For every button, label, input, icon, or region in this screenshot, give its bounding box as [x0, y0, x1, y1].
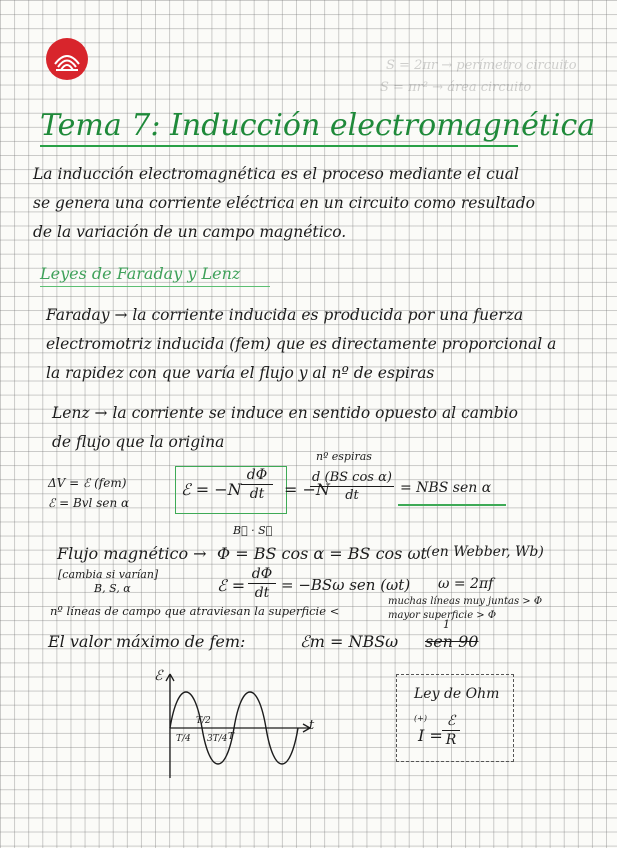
graph-t-label: t [309, 718, 315, 733]
intro-line: se genera una corriente eléctrica en un circuito como resultado [33, 194, 536, 212]
max-fem-label: El valor máximo de fem: [48, 632, 246, 651]
flux-note-option: mayor superficie > Φ [388, 610, 497, 621]
numerator: dΦ [246, 467, 268, 483]
graph-tick: 3T/4 [207, 734, 228, 744]
voltage-note: ΔV = ℰ (fem) [48, 476, 127, 490]
struck-replacement: 1 [443, 618, 450, 631]
emf-lhs: ℰ = −N [181, 480, 242, 499]
faraday-line: la rapidez con que varía el flujo y al nº de espiras [46, 364, 435, 382]
flux-formula: Φ = BS cos α = BS cos ωt [217, 544, 427, 563]
ohm-title: Ley de Ohm [414, 686, 500, 702]
lenz-line: de flujo que la origina [52, 433, 225, 451]
university-logo-icon [46, 38, 88, 80]
ohm-lhs: I = [418, 726, 443, 745]
numerator: ℰ [446, 713, 456, 729]
denominator: dt [249, 486, 265, 502]
denominator: dt [345, 488, 359, 503]
graph-tick: T/4 [176, 734, 191, 744]
faint-note: S = πr² → área circuito [380, 80, 532, 95]
faint-note: S = 2πr → perímetro circuito [386, 58, 577, 73]
equals-sign: = −N [284, 480, 330, 499]
denominator: dt [254, 585, 270, 601]
angular-frequency: ω = 2πf [438, 576, 494, 592]
turns-annotation: nº espiras [316, 450, 372, 463]
emf-fraction [241, 467, 273, 502]
intro-line: La inducción electromagnética es el proceso mediante el cual [33, 165, 519, 183]
numerator: d (BS cos α) [312, 470, 392, 485]
emf-lhs: ℰ = [217, 576, 246, 595]
struck-term: sen 90 [425, 632, 479, 651]
graph-tick: T [228, 732, 235, 742]
ohm-fraction [442, 713, 460, 748]
section-heading: Leyes de Faraday y Lenz [40, 264, 241, 283]
flux-note-option: muchas líneas muy juntas > Φ [388, 596, 543, 607]
motional-emf: ℰ = Bvl sen α [48, 496, 130, 510]
emf-fraction [248, 566, 276, 601]
emf-sine-graph [150, 670, 330, 782]
page-title: Tema 7: Inducción electromagnética [40, 108, 596, 143]
max-fem-formula: ℰm = NBSω [300, 632, 399, 651]
result-underline [398, 504, 506, 506]
denominator: R [445, 732, 457, 748]
ohm-marker: (+) [414, 714, 427, 723]
lenz-line: Lenz → la corriente se induce en sentido opuesto al cambio [52, 404, 518, 422]
emf-rhs: = −BSω sen (ωt) [281, 576, 411, 594]
numerator: dΦ [251, 566, 273, 582]
flux-fraction [310, 470, 394, 503]
dot-product-label: B⃗ · S⃗ [233, 524, 273, 537]
faraday-line: Faraday → la corriente inducida es producida por una fuerza [46, 306, 524, 324]
flux-variables: B, S, α [94, 582, 131, 595]
graph-tick: T/2 [196, 716, 211, 726]
flux-label: Flujo magnético → [57, 544, 207, 563]
flux-units: (en Webber, Wb) [426, 544, 544, 560]
faraday-line: electromotriz inducida (fem) que es directamente proporcional a [46, 335, 557, 353]
emf-result: = NBS sen α [400, 480, 492, 496]
flux-bracket: [cambia si varían] [58, 568, 159, 581]
section-underline [40, 286, 270, 287]
intro-line: de la variación de un campo magnético. [33, 223, 347, 241]
title-underline [40, 145, 518, 147]
flux-note: nº líneas de campo que atraviesan la superficie < [50, 604, 340, 618]
graph-y-label: ℰ [154, 668, 163, 684]
